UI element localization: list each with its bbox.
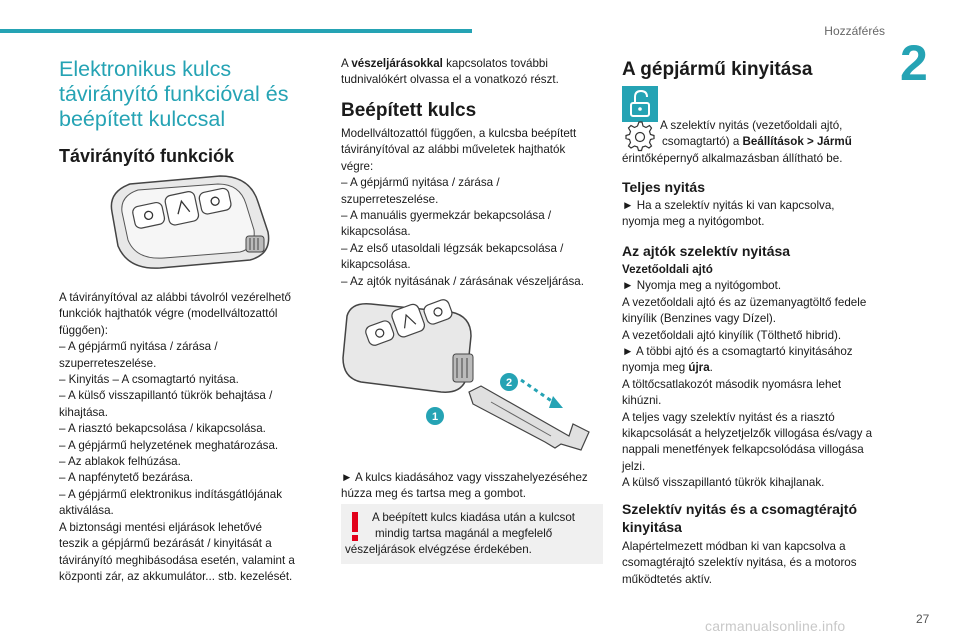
builtin-key-heading: Beépített kulcs <box>341 100 477 121</box>
full-unlock-heading: Teljes nyitás <box>622 179 706 195</box>
page-number: 27 <box>916 612 930 626</box>
watermark: carmanualsonline.info <box>705 618 846 634</box>
emergency-reference: A vészeljárásokkal kapcsolatos további tudnivalókért olvassa el a vonatkozó részt. <box>341 57 559 87</box>
selective-doors-heading: Az ajtók szelektív nyitása <box>622 243 791 259</box>
driver-door-text: Vezetőoldali ajtó ► Nyomja meg a nyitógombot. A vezetőoldali ajtó és az üzemanyagtöltő fedele kinyílik (Benzines vagy Dízel). A vezetőoldali ajtó kinyílik (Tölthető hibrid). ► A többi ajtó és a csomagtartó kinyitásához nyomja meg újra. A töltőcsatlakozót második nyomásra lehet kihúzni. A teljes vagy szelektív nyitást és a riasztó kikapcsolását a helyzetjelzők villogása és/vagy a nappali menetfények felkapcsolódása villogása jelzi. A külső visszapillantó tükrök kihajlanak. <box>622 263 873 490</box>
trunk-selective-text: Alapértelmezett módban ki van kapcsolva a csomagtérajtó szelektív nyitása, és a motoros működtetés aktív. <box>622 540 857 586</box>
step-1-label: 1 <box>431 411 439 423</box>
driver-door-heading: Vezetőoldali ajtó <box>622 263 713 276</box>
release-key-instruction: ► A kulcs kiadásához vagy visszahelyezéséhez húzza meg és tartsa meg a gombot. <box>341 471 588 501</box>
unlock-icon <box>622 86 658 122</box>
warning-icon <box>349 512 361 542</box>
full-unlock-text: ► Ha a szelektív nyitás ki van kapcsolva, nyomja meg a nyitógombot. <box>622 199 835 229</box>
remote-functions-text: A távirányítóval az alábbi távolról vezérelhető funkciók hajthatók végre (modellváltozattól függően): – A gépjármű nyitása / zárása / szuperreteszelése. – Kinyitás – A csomagtartó nyitása. – A külső visszapillantó tükrök behajtása / kihajtása. – A riasztó bekapcsolása / kikapcsolása. – A gépjármű helyzetének meghatározása. – Az ablakok felhúzása. – A napfénytető bezárása. – A gépjármű elektronikus indításgátlójának aktiválása. A biztonsági mentési eljárások lehetővé teszik a gépjármű bezárását / kinyitását a távirányító meghibásodása esetén, valamint a központi zár, az akkumulátor... stb. kezelését. <box>59 291 295 583</box>
chapter-number: 2 <box>900 35 928 91</box>
unlocking-heading: A gépjármű kinyitása <box>622 59 813 80</box>
header-rule <box>0 29 472 33</box>
page-title: Elektronikus kulcs távirányító funkcióval és beépített kulccsal <box>59 57 289 131</box>
warning-text: A beépített kulcs kiadása után a kulcsot mindig tartsa magánál a megfelelő <box>372 511 576 541</box>
remote-key-illustration <box>100 172 276 272</box>
gear-icon <box>622 118 660 154</box>
step-2-label: 2 <box>505 377 513 389</box>
builtin-key-text: Modellváltozattól függően, a kulcsba beépített távirányítóval az alábbi műveletek hajthatók végre: – A gépjármű nyitása / zárása / szuperreteszelése. – A manuális gyermekzár bekapcsolása / kikapcsolása. – Az első utasoldali légzsák bekapcsolása / kikapcsolása. – Az ajtók nyitásának / zárásának vészeljárása. <box>341 127 584 288</box>
trunk-selective-heading: Szelektív nyitás és a csomagtérajtó kinyitása <box>622 501 857 535</box>
selective-unlock-note: A szelektív nyitás (vezetőoldali ajtó, csomagtartó) a Beállítások > Jármű <box>660 119 852 149</box>
builtin-key-illustration <box>341 296 603 458</box>
warning-box: A beépített kulcs kiadása után a kulcsot mindig tartsa magánál a megfelelő vészeljárások elvégzése érdekében. <box>341 504 603 564</box>
section-title: Hozzáférés <box>824 24 885 38</box>
remote-functions-heading: Távirányító funkciók <box>59 146 235 166</box>
